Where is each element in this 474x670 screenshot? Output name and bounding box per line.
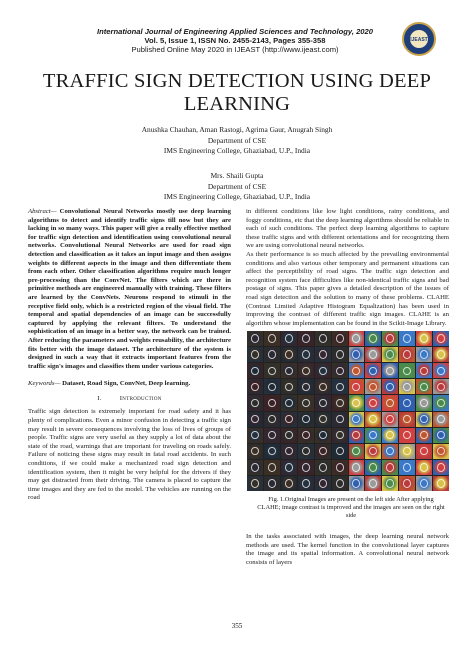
traffic-sign-thumbnail — [281, 395, 297, 410]
figure-traffic-sign-grid — [247, 331, 449, 491]
traffic-sign-thumbnail — [298, 444, 314, 459]
traffic-sign-thumbnail — [416, 428, 432, 443]
traffic-sign-thumbnail — [332, 460, 348, 475]
journal-header — [60, 27, 410, 55]
traffic-sign-thumbnail — [399, 444, 415, 459]
traffic-sign-thumbnail — [382, 444, 398, 459]
traffic-sign-thumbnail — [382, 460, 398, 475]
traffic-sign-thumbnail — [416, 395, 432, 410]
traffic-sign-thumbnail — [281, 363, 297, 378]
author-college: IMS Engineering College, Ghaziabad, U.P., India — [163, 146, 311, 156]
traffic-sign-thumbnail — [433, 363, 449, 378]
author-names: Anushka Chauhan, Aman Rastogi, Agrima Gaur, Anugrah Singh — [141, 125, 333, 134]
traffic-sign-thumbnail — [332, 476, 348, 491]
traffic-sign-thumbnail — [332, 395, 348, 410]
traffic-sign-thumbnail — [349, 444, 365, 459]
traffic-sign-thumbnail — [281, 331, 297, 346]
traffic-sign-thumbnail — [298, 347, 314, 362]
traffic-sign-thumbnail — [365, 331, 381, 346]
traffic-sign-thumbnail — [247, 428, 263, 443]
traffic-sign-thumbnail — [315, 395, 331, 410]
traffic-sign-thumbnail — [298, 379, 314, 394]
authors-block-1 — [60, 125, 414, 157]
traffic-sign-thumbnail — [365, 412, 381, 427]
traffic-sign-thumbnail — [264, 460, 280, 475]
traffic-sign-thumbnail — [247, 331, 263, 346]
traffic-sign-thumbnail — [281, 379, 297, 394]
traffic-sign-thumbnail — [264, 476, 280, 491]
left-column — [28, 208, 231, 503]
traffic-sign-thumbnail — [399, 331, 415, 346]
traffic-sign-thumbnail — [315, 363, 331, 378]
author-department: Department of CSE — [207, 181, 267, 191]
authors-block-2 — [60, 171, 414, 203]
traffic-sign-thumbnail — [332, 444, 348, 459]
abstract-text: Convolutional Neural Networks mostly use deep learning algorithms to detect and identify traffic signs till now but they are lacking in so many ways. This paper will give a really effective method for traffic sign detection and identification using convolutional neural networks. Convolutional Neural Networks are used for road sign detection and classification as it takes an input image and then assigns weights to different aspects in the image and then differentiate them from each other. Other classification algorithms require much longer pre-processing than the ConvNet. The filters which are there in primitive methods are engineered manually with training. These filters are learned by the ConvNets. Neurons respond to stimuli in the receptive field only, which is a restricted region of the visual field. The temporal and spatial dependencies of an image can be successfully captured by applying the relevant filters. To understand the sophistication of an image in a better way, the network can be trained. After reducing the parameters and weights reusability, the architecture fits better with the image dataset. The architecture of the system is designed in such a way that it extracts important features from the traffic sign's images and classifies them under various categories. — [28, 208, 231, 370]
traffic-sign-thumbnail — [281, 460, 297, 475]
traffic-sign-thumbnail — [433, 347, 449, 362]
journal-logo — [402, 22, 436, 56]
traffic-sign-thumbnail — [332, 363, 348, 378]
traffic-sign-thumbnail — [382, 363, 398, 378]
traffic-sign-thumbnail — [349, 412, 365, 427]
traffic-sign-thumbnail — [247, 363, 263, 378]
traffic-sign-thumbnail — [416, 347, 432, 362]
traffic-sign-thumbnail — [416, 444, 432, 459]
traffic-sign-thumbnail — [399, 476, 415, 491]
traffic-sign-thumbnail — [416, 460, 432, 475]
journal-volume: Vol. 5, Issue 1, ISSN No. 2455-2143, Pages 355-358 — [144, 36, 326, 46]
traffic-sign-thumbnail — [349, 331, 365, 346]
traffic-sign-thumbnail — [433, 428, 449, 443]
traffic-sign-thumbnail — [264, 379, 280, 394]
traffic-sign-thumbnail — [247, 347, 263, 362]
section-title: Introduction — [119, 394, 162, 402]
traffic-sign-thumbnail — [332, 428, 348, 443]
traffic-sign-thumbnail — [332, 412, 348, 427]
traffic-sign-thumbnail — [247, 444, 263, 459]
traffic-sign-thumbnail — [399, 395, 415, 410]
traffic-sign-thumbnail — [264, 444, 280, 459]
traffic-sign-thumbnail — [298, 331, 314, 346]
traffic-sign-thumbnail — [349, 395, 365, 410]
traffic-sign-thumbnail — [264, 428, 280, 443]
traffic-sign-thumbnail — [281, 476, 297, 491]
traffic-sign-thumbnail — [298, 395, 314, 410]
body-paragraph: As their performance is so much affected by the prevailing environmental conditions and also various other temporary and permanent situations can affect the perceptibility of road signs. The traffic sign detection and recognition system face difficulties like non-identical traffic signs and bad postage of signs. This paper gives a detailed description of the issues of road sign detection and the solution to many of these problems. CLAHE (Contrast Limited Adaptive Histogram Equalization) has been used in improving the contrast of different traffic sign images. CLAHE is an algorithm whose implementation can be found in the Scikit-Image Library. — [246, 250, 449, 327]
traffic-sign-thumbnail — [382, 379, 398, 394]
traffic-sign-thumbnail — [365, 363, 381, 378]
traffic-sign-thumbnail — [349, 460, 365, 475]
journal-title: International Journal of Engineering Applied Sciences and Technology, 2020 — [97, 27, 373, 36]
traffic-sign-thumbnail — [264, 395, 280, 410]
traffic-sign-thumbnail — [382, 412, 398, 427]
traffic-sign-thumbnail — [298, 460, 314, 475]
intro-paragraph: Traffic sign detection is extremely important for road safety and it has plenty of complications. Even a minor confusion in detecting a traffic sign may result in severe consequences involving the loss of lives of groups of people. Traffic signs are very useful as they supply a lot of data about the state of the road, warnings that are important for traveling on roads safely. Failure of noticing these signs may result in fatal road accidents. In such conditions, if we could make a mechanized road sign detection and identification system, then it might be very helpful for the drivers if they may get distracted from their driving. The camera is placed to capture the time images and they are fed to the model. The vehicles are running on the road — [28, 408, 231, 502]
traffic-sign-thumbnail — [315, 476, 331, 491]
traffic-sign-thumbnail — [433, 444, 449, 459]
traffic-sign-thumbnail — [433, 476, 449, 491]
traffic-sign-thumbnail — [349, 428, 365, 443]
traffic-sign-thumbnail — [416, 331, 432, 346]
traffic-sign-thumbnail — [365, 395, 381, 410]
right-column-top — [246, 208, 449, 328]
section-heading — [28, 395, 231, 404]
traffic-sign-thumbnail — [247, 379, 263, 394]
journal-published: Published Online May 2020 in IJEAST (http://www.ijeast.com) — [131, 45, 339, 55]
traffic-sign-thumbnail — [247, 412, 263, 427]
traffic-sign-thumbnail — [298, 476, 314, 491]
traffic-sign-thumbnail — [433, 460, 449, 475]
traffic-sign-thumbnail — [315, 379, 331, 394]
traffic-sign-thumbnail — [399, 428, 415, 443]
traffic-sign-thumbnail — [349, 379, 365, 394]
author-college: IMS Engineering College, Ghaziabad, U.P., India — [163, 192, 311, 202]
traffic-sign-thumbnail — [281, 412, 297, 427]
traffic-sign-thumbnail — [281, 428, 297, 443]
traffic-sign-thumbnail — [416, 476, 432, 491]
traffic-sign-thumbnail — [365, 379, 381, 394]
traffic-sign-thumbnail — [433, 395, 449, 410]
traffic-sign-thumbnail — [247, 460, 263, 475]
traffic-sign-thumbnail — [399, 363, 415, 378]
keywords-text: Dataset, Road Sign, ConvNet, Deep learning. — [60, 380, 191, 388]
figure-caption: Fig. 1.Original Images are present on the left side After applying CLAHE; image contrast is improved and the images are seen on the right side — [257, 496, 445, 520]
author-department: Department of CSE — [207, 135, 267, 145]
traffic-sign-thumbnail — [315, 460, 331, 475]
traffic-sign-thumbnail — [298, 412, 314, 427]
traffic-sign-thumbnail — [247, 476, 263, 491]
traffic-sign-thumbnail — [281, 347, 297, 362]
traffic-sign-thumbnail — [349, 363, 365, 378]
traffic-sign-thumbnail — [332, 379, 348, 394]
author-names: Mrs. Shaili Gupta — [210, 171, 264, 180]
abstract — [28, 208, 231, 371]
traffic-sign-thumbnail — [416, 363, 432, 378]
traffic-sign-thumbnail — [382, 395, 398, 410]
traffic-sign-thumbnail — [433, 412, 449, 427]
traffic-sign-thumbnail — [382, 428, 398, 443]
traffic-sign-thumbnail — [416, 379, 432, 394]
traffic-sign-thumbnail — [365, 460, 381, 475]
body-paragraph: in different conditions like low light conditions, rainy conditions, and foggy conditions, etc that the deep learning algorithms should be reliable in each of such conditions. The perfect deep learning algorithms to capture these traffic signs and with different orientations and for recognizing them we are using convolutional neural networks. — [246, 208, 449, 250]
traffic-sign-thumbnail — [264, 331, 280, 346]
traffic-sign-thumbnail — [433, 331, 449, 346]
traffic-sign-thumbnail — [416, 412, 432, 427]
traffic-sign-thumbnail — [399, 412, 415, 427]
traffic-sign-thumbnail — [382, 331, 398, 346]
traffic-sign-thumbnail — [349, 347, 365, 362]
traffic-sign-thumbnail — [315, 331, 331, 346]
traffic-sign-thumbnail — [315, 428, 331, 443]
traffic-sign-thumbnail — [298, 363, 314, 378]
traffic-sign-thumbnail — [264, 412, 280, 427]
traffic-sign-thumbnail — [315, 444, 331, 459]
keywords — [28, 380, 231, 389]
keywords-label: Keywords— — [28, 380, 61, 388]
traffic-sign-thumbnail — [315, 347, 331, 362]
traffic-sign-thumbnail — [399, 460, 415, 475]
traffic-sign-thumbnail — [247, 395, 263, 410]
paper-title: TRAFFIC SIGN DETECTION USING DEEP LEARNING — [42, 70, 432, 115]
section-number: I. — [97, 394, 102, 402]
traffic-sign-thumbnail — [365, 444, 381, 459]
traffic-sign-thumbnail — [365, 428, 381, 443]
page-number: 355 — [231, 622, 243, 630]
traffic-sign-thumbnail — [281, 444, 297, 459]
logo-text: IJEAST — [410, 37, 428, 43]
traffic-sign-thumbnail — [349, 476, 365, 491]
body-paragraph: In the tasks associated with images, the deep learning neural network methods are used. The kernel function in the convolutional layer captures the image and its spatial information. A convolutional neural network consists of layers — [246, 533, 449, 566]
traffic-sign-thumbnail — [332, 347, 348, 362]
traffic-sign-thumbnail — [382, 476, 398, 491]
right-column-bottom — [246, 533, 449, 567]
traffic-sign-thumbnail — [315, 412, 331, 427]
traffic-sign-thumbnail — [399, 379, 415, 394]
traffic-sign-thumbnail — [264, 347, 280, 362]
traffic-sign-thumbnail — [264, 363, 280, 378]
traffic-sign-thumbnail — [399, 347, 415, 362]
traffic-sign-thumbnail — [332, 331, 348, 346]
abstract-label: Abstract— — [28, 208, 57, 215]
traffic-sign-thumbnail — [382, 347, 398, 362]
traffic-sign-thumbnail — [365, 476, 381, 491]
traffic-sign-thumbnail — [365, 347, 381, 362]
traffic-sign-thumbnail — [298, 428, 314, 443]
traffic-sign-thumbnail — [433, 379, 449, 394]
